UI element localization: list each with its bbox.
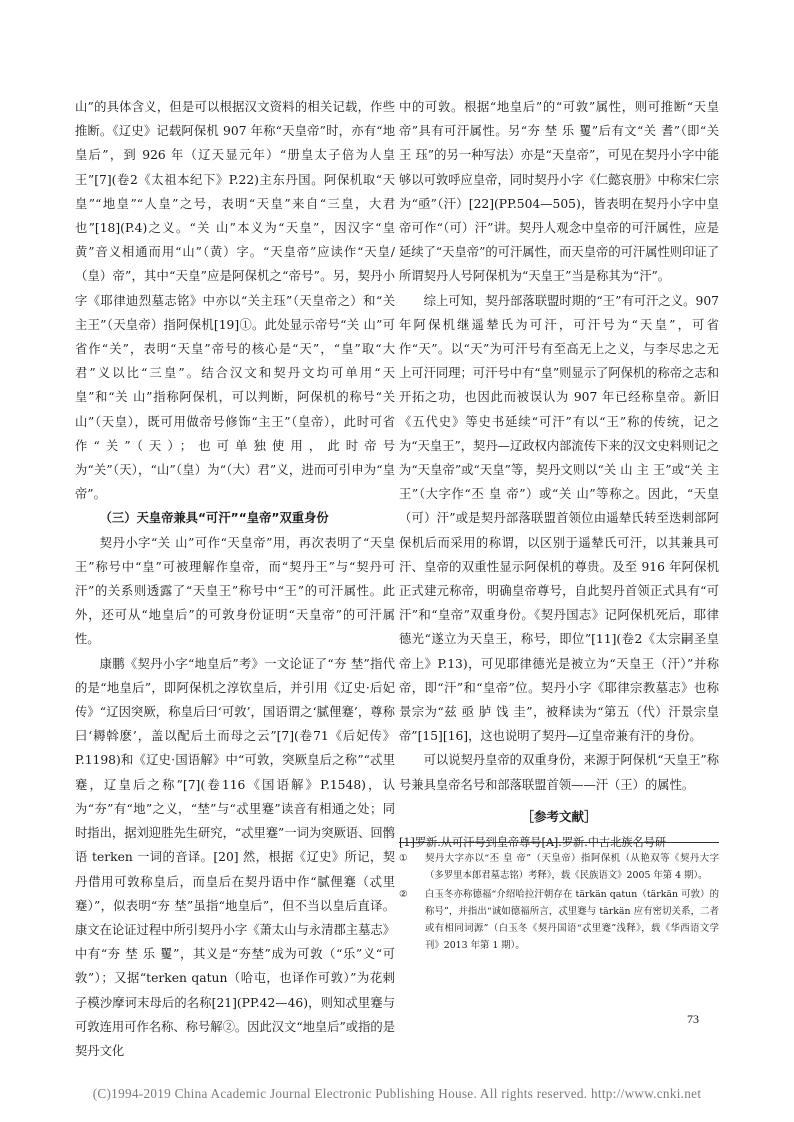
footnote xyxy=(399,886,719,954)
page-number: 73 xyxy=(687,1012,699,1026)
footnote-divider xyxy=(399,842,719,843)
footnote-text: 白玉冬亦称德福“介绍哈拉汗朝存在 tärkän qatun（tärkän 可敦）的称号”，并指出“诚如德福所言，忒里蹇与 tärkän 应有密切关系，二者或有相同词源”（白玉冬《契丹国语“忒里蹇”浅释》，载《华西语文学刊》2013 年第 1 期）。 xyxy=(425,889,719,951)
footnote xyxy=(399,850,719,884)
references-heading: ［参考文献］ xyxy=(521,808,597,824)
copyright-footer: (C)1994-2019 China Academic Journal Electronic Publishing House. All rights reserved. http://www.cnki.net xyxy=(92,1086,702,1101)
footnote-mark: ① xyxy=(399,853,408,864)
paragraph: 中的可敦。根据“地皇后”的“可敦”属性，则可推断“天皇帝”具有可汗属性。另“夯 埜 乐 矍”后有文“关 耆”（即“关 王 珏”的另一种写法）亦是“天皇帝”，可见在契丹小字中能够以可敦呼应皇帝，同时契丹小字《仁懿哀册》中称宋仁宗为“亟”（汗）[22](PP.504—505)，皆表明在契丹小字中皇帝可作“（可）汗”讲。契丹人观念中皇帝的可汗属性，应是延续了“天皇帝”的可汗属性，而天皇帝的可汗属性则印证了所谓契丹人号阿保机为“天皇王”当是称其为“汗”。 xyxy=(399,100,719,284)
paragraph: 可以说契丹皇帝的双重身份，来源于阿保机“天皇王”称号兼具皇帝名号和部落联盟首领——汗（王）的属性。 xyxy=(399,753,719,792)
paragraph: 契丹小字“关 山”可作“天皇帝”用，再次表明了“天皇王”称号中“皇”可被理解作皇帝，而“契丹王”与“契丹可汗”的关系则透露了“天皇王”称号中“王”的可汗属性。此外，还可从“地皇后”的可敦身份证明“天皇帝”的可汗属性。 xyxy=(75,535,395,647)
paragraph: 康鹏《契丹小字“地皇后”考》一文论证了“夯 埜”指代的是“地皇后”，即阿保机之淳钦皇后，并引用《辽史·后妃传》“辽因突厥，称皇后曰‘可敦’，国语谓之‘腻俚蹇’，尊称曰‘耨斡麽’，盖以配后土而母之云”[7](卷71《后妃传》P.1198)和《辽史·国语解》中“可敦，突厥皇后之称”“忒里蹇，辽皇后之称”[7](卷116《国语解》P.1548)，认为“夯”有“地”之义，“埜”与“忒里蹇”读音有相通之处；同时指出，据刘迎胜先生研究，“忒里蹇”一词为突厥语、回鹘语 terken 一词的音译。[20] 然，根据《辽史》所记，契丹借用可敦称皇后，而皇后在契丹语中作“腻俚蹇（忒里蹇）”，似表明“夯 埜”虽指“地皇后”，但不当以皇后直译。康文在论证过程中所引契丹小字《萧太山与永清郡主墓志》中有“夯 埜 乐 矍”，其义是“夯埜”成为可敦（“乐”义“可敦”）；又据“terken qatun（哈屯，也译作可敦）”为花剌子模沙摩诃末母后的名称[21](PP.42—46)，则知忒里蹇与可敦连用可作名称、称号解②。因此汉文“地皇后”或指的是契丹文化 xyxy=(75,656,395,1058)
footnote-mark: ② xyxy=(399,889,408,900)
left-column xyxy=(75,95,395,1063)
paragraph: 山”的具体含义，但是可以根据汉文资料的相关记载，作些推断。《辽史》记载阿保机 907 年称“天皇帝”时，亦有“地皇后”，到 926 年（辽天显元年）“册皇太子倍为人皇王”[7](卷2《太祖本纪下》P.22)主东丹国。阿保机取“天皇”“地皇”“人皇”之号，表明“天皇”来自“三皇，大君也”[18](P.4)之义。“关 山”本义为“天皇”，因汉字“皇黄”音义相通而用“山”（黄）字。“天皇帝”应读作“天皇/（皇）帝”，其中“天皇”应是阿保机之“帝号”。另，契丹小字《耶律迪烈墓志铭》中亦以“关主珏”（天皇帝之）和“关主王”（天皇帝）指阿保机[19]①。此处显示帝号“关 山”可省作“关”，表明“天皇”帝号的核心是“天”，“皇”取“大君”义以比“三皇”。结合汉文和契丹文均可单用“天皇”和“关 山”指称阿保机，可以判断，阿保机的称号“关 山”（天皇），既可用做帝号修饰“主王”（皇帝），此时可省作“关”（天）；也可单独使用，此时帝号为“关”（天），“山”（皇）为“（大）君”义，进而可引申为“皇帝”。 xyxy=(75,100,395,502)
right-column xyxy=(399,95,719,853)
footnotes xyxy=(399,850,719,956)
reference-item: [1]罗新.从可汗号到皇帝尊号[A].罗新.中古北族名号研 xyxy=(399,835,667,849)
footnote-text: 契丹大字亦以“丕 皇 帝”（天皇帝）指阿保机（从艳双等《契丹大字（多罗里本郎君墓志铭）考释》，载《民族语文》2005 年第 4 期）。 xyxy=(425,853,719,881)
section-heading: （三）天皇帝兼具“可汗”“皇帝”双重身份 xyxy=(99,511,329,526)
paragraph: 综上可知，契丹部落联盟时期的“王”有可汗之义。907 年阿保机继遥辇氏为可汗，可汗号为“天皇”，可省作“天”。以“天”为可汗号有至高无上之义，与李尽忠之无上可汗同理；可汗号中有“皇”则显示了阿保机的称帝之志和开拓之功，也因此而被误认为 907 年已经称皇帝。新旧《五代史》等史书延续“可汗”有以“王”称的传统，记之为“天皇王”，契丹—辽政权内部流传下来的汉文史料则记之为“天皇帝”或“天皇”等，契丹文则以“关 山 主 王”或“关 主 王”（大字作“丕 皇 帝”）或“关 山”等称之。因此，“天皇（可）汗”或是契丹部落联盟首领位由遥辇氏转至迭剌部阿保机后而采用的称谓，以区别于遥辇氏可汗，以其兼具可汗、皇帝的双重性显示阿保机的尊贵。及至 916 年阿保机正式建元称帝，明确皇帝尊号，自此契丹首领正式具有“可汗”和“皇帝”双重身份。《契丹国志》记阿保机死后，耶律德光“遂立为天皇王，称号，即位”[11](卷2《太宗嗣圣皇帝上》P.13)，可见耶律德光是被立为“天皇王（汗）”并称帝，即“汗”和“皇帝”位。契丹小字《耶律宗教墓志》也称景宗为“兹 亟 胪 饯 圭”，被释读为“第五（代）汗景宗皇帝”[15][16]，这也说明了契丹—辽皇帝兼有汗的身份。 xyxy=(399,293,719,744)
